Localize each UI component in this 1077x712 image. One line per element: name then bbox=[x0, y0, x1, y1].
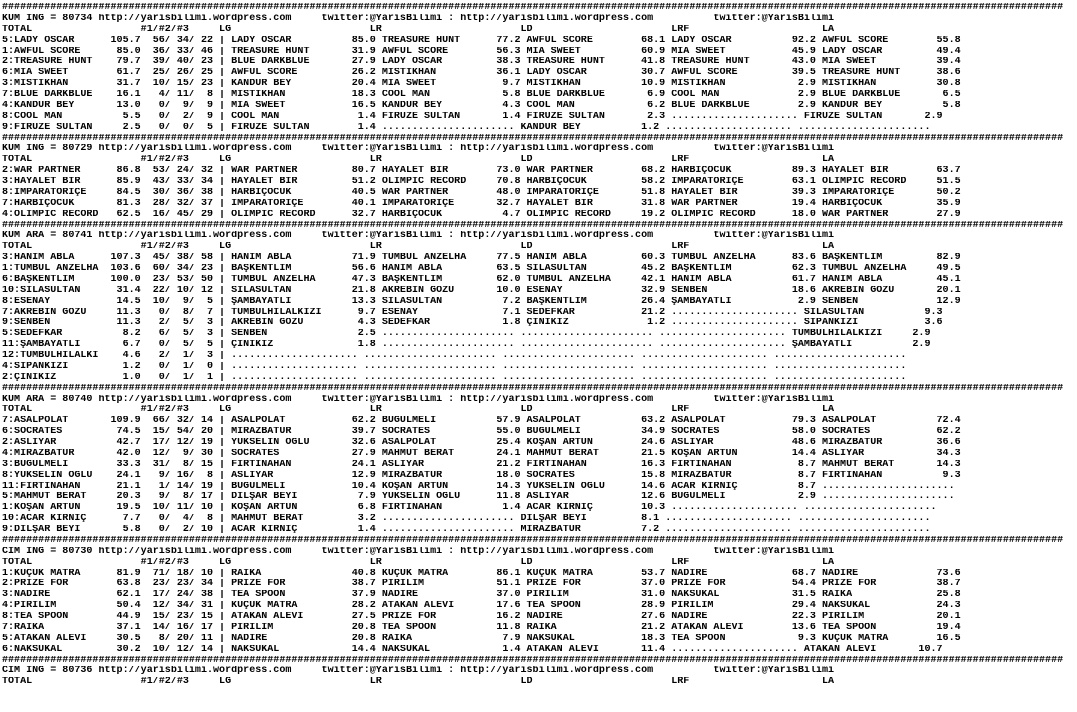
data-row: 8:İMPARATORİÇE 84.5 30/ 36/ 38 | HARBİÇOCUK 40.5 WAR PARTNER 48.0 İMPARATORİÇE 51.8 HAYALET BİR 39.3 İMPARATORİÇE 50.2 bbox=[2, 187, 961, 198]
data-row: 8:TEA SPOON 44.9 15/ 23/ 15 | ATAKAN ALEVİ 27.5 PRİZE FOR 16.2 NADİRE 27.6 NADİRE 22.3 PIRILIM 20.1 bbox=[2, 612, 961, 622]
column-header-row: TOTAL #1/#2/#3 LG LR LD LRF LA bbox=[2, 155, 835, 166]
data-row: 10:SILASULTAN 31.4 22/ 10/ 12 | SILASULTAN 21.8 AKREBİN GÖZÜ 10.0 ESENAY 32.9 SENBEN 18.6 AKREBİN GÖZÜ 20.1 bbox=[2, 285, 961, 296]
data-row: 8:COOL MAN 5.5 0/ 2/ 9 | COOL MAN 1.4 FIRUZE SULTAN 1.4 FIRUZE SULTAN 2.3 ..................... FIRUZE SULTAN 2.9 bbox=[2, 111, 943, 122]
data-row: 4:KANDUR BEY 13.0 0/ 9/ 9 | MIA SWEET 16.5 KANDUR BEY 4.3 COOL MAN 6.2 BLUE DARKBLUE 2.9 KANDUR BEY 5.8 bbox=[2, 100, 961, 111]
race-header: KUM ARA = 80740 http://yarisbilimi.wordpress.com twitter:@YarisBilimi : http://yarisbilimi.wordpress.com twitter:@YarisBilimi bbox=[2, 394, 835, 405]
data-row: 2:ÇINIKIZ 1.0 0/ 1/ 1 | ..................... ...................... ...................... ..................... ...................... bbox=[2, 372, 907, 383]
data-row: 3:HAYALET BİR 85.9 43/ 33/ 34 | HAYALET BİR 51.2 OLIMPIC RECORD 70.8 HARBİÇOCUK 58.2 İMPARATORİÇE 63.1 OLIMPIC RECORD 51.5 bbox=[2, 177, 961, 187]
data-row: 4:SİPANKIZI 1.2 0/ 1/ 0 | ..................... ...................... ...................... ..................... ...................... bbox=[2, 361, 907, 372]
data-row: 3:MISTIKHAN 31.7 10/ 15/ 23 | KANDUR BEY 20.4 MIA SWEET 9.7 MISTIKHAN 10.9 MISTIKHAN 2.9 MISTIKHAN 30.8 bbox=[2, 79, 961, 90]
data-row: 6:MIA SWEET 61.7 25/ 26/ 25 | AWFUL SCORE 26.2 MISTIKHAN 36.1 LADY OSCAR 30.7 AWFUL SCORE 39.5 TREASURE HUNT 38.6 bbox=[2, 68, 961, 79]
data-row: 7:AKREBİN GÖZÜ 11.3 0/ 8/ 7 | TUMBULHILALKIZI 9.7 ESENAY 7.1 SEDEFKAR 21.2 ..................... SILASULTAN 9.3 bbox=[2, 307, 943, 318]
separator-line: ################################################################################################################################################################################ bbox=[2, 655, 1064, 666]
race-header: CIM ING = 80736 http://yarisbilimi.wordpress.com twitter:@YarisBilimi : http://yarisbilimi.wordpress.com twitter:@YarisBilimi bbox=[2, 666, 835, 677]
separator-line: ################################################################################################################################################################################ bbox=[2, 3, 1064, 13]
column-header-row: TOTAL #1/#2/#3 LG LR LD LRF LA bbox=[2, 405, 835, 416]
data-row: 10:ACAR KIRNIÇ 7.7 0/ 4/ 8 | MAHMUT BERAT 3.2 ...................... DİLŞAR BEYİ 8.1 ..................... ...................... bbox=[2, 514, 931, 525]
data-row: 5:MAHMUT BERAT 20.3 9/ 8/ 17 | DİLŞAR BEYİ 7.9 YÜKSELİN OĞLU 11.8 ASLIYAR 12.6 BÜĞÜLMELİ 2.9 ...................... bbox=[2, 492, 955, 503]
separator-line: ################################################################################################################################################################################ bbox=[2, 535, 1064, 546]
column-header-row: TOTAL #1/#2/#3 LG LR LD LRF LA bbox=[2, 677, 835, 688]
data-row: 2:PRİZE FOR 63.8 23/ 23/ 34 | PRIZE FOR 38.7 PIRILIM 51.1 PRİZE FOR 37.0 PRİZE FOR 54.4 PRİZE FOR 38.7 bbox=[2, 579, 961, 590]
data-row: 7:HARBİÇOCUK 81.3 28/ 32/ 37 | İMPARATORİÇE 40.1 İMPARATORİÇE 32.7 HAYALET BİR 31.8 WAR PARTNER 19.4 HARBİÇOCUK 35.9 bbox=[2, 198, 961, 209]
data-row: 9:FIRUZE SULTAN 2.5 0/ 0/ 5 | FIRUZE SULTAN 1.4 ...................... KANDUR BEY 1.2 ..................... ...................... bbox=[2, 122, 931, 133]
data-row: 4:MIRAZBATUR 42.0 12/ 9/ 30 | SOCRATES 27.9 MAHMUT BERAT 24.1 MAHMUT BERAT 21.5 KOŞAN ARTUN 14.4 ASLIYAR 34.3 bbox=[2, 448, 961, 459]
data-row: 3:BÜĞÜLMELİ 33.3 31/ 8/ 15 | FIRTINAHAN 24.1 ASLIYAR 21.2 FIRTINAHAN 16.3 FIRTINAHAN 8.7 MAHMUT BERAT 14.3 bbox=[2, 459, 961, 470]
data-row: 2:ASLIYAR 42.7 17/ 12/ 19 | YÜKSELİN OĞLU 32.6 ASALPOLAT 25.4 KOŞAN ARTUN 24.6 ASLIYAR 48.6 MIRAZBATUR 36.6 bbox=[2, 438, 961, 448]
race-header: KUM ING = 80729 http://yarisbilimi.wordpress.com twitter:@YarisBilimi : http://yarisbilimi.wordpress.com twitter:@YarisBilimi bbox=[2, 144, 835, 155]
data-row: 1:KOŞAN ARTUN 19.5 10/ 11/ 10 | KOŞAN ARTUN 6.8 FIRTINAHAN 1.4 ACAR KIRNIÇ 10.3 ..................... ...................... bbox=[2, 503, 937, 514]
race-header: KUM ARA = 80741 http://yarisbilimi.wordpress.com twitter:@YarisBilimi : http://yarisbilimi.wordpress.com twitter:@YarisBilimi bbox=[2, 231, 835, 242]
data-row: 5:SEDEFKAR 8.2 6/ 5/ 3 | SENBEN 2.5 ...................... ...................... ..................... TUMBULHILALKIZI 2.9 bbox=[2, 329, 931, 340]
data-row: 4:OLIMPIC RECORD 62.5 16/ 45/ 29 | OLIMPIC RECORD 32.7 HARBİÇOCUK 4.7 OLIMPIC RECORD 19.2 OLIMPIC RECORD 18.0 WAR PARTNER 27.9 bbox=[2, 209, 961, 220]
data-row: 12:TUMBULHILALKI 4.6 2/ 1/ 3 | ..................... ...................... ...................... ..................... ...................... bbox=[2, 351, 907, 361]
data-row: 11:FIRTINAHAN 21.1 1/ 14/ 19 | BÜĞÜLMELİ 10.4 KOŞAN ARTUN 14.3 YÜKSELİN OĞLU 14.6 ACAR KIRNIÇ 8.7 ...................... bbox=[2, 481, 955, 492]
data-row: 1:TUMBUL ANZELHA 103.6 60/ 34/ 23 | BAŞKENTLİM 56.6 HANIM ABLA 63.5 SILASULTAN 45.2 BAŞKENTLİM 62.3 TUMBUL ANZELHA 49.5 bbox=[2, 264, 961, 274]
separator-line: ################################################################################################################################################################################ bbox=[2, 220, 1064, 231]
data-row: 2:WAR PARTNER 86.8 53/ 24/ 32 | WAR PARTNER 80.7 HAYALET BİR 73.0 WAR PARTNER 68.2 HARBİÇOCUK 89.3 HAYALET BİR 63.7 bbox=[2, 166, 961, 177]
data-row: 6:BAŞKENTLİM 100.0 23/ 53/ 50 | TUMBUL ANZELHA 47.3 BAŞKENTLİM 62.0 TUMBUL ANZELHA 42.1 HANIM ABLA 61.7 HANIM ABLA 45.1 bbox=[2, 274, 961, 285]
data-row: 8:ESENAY 14.5 10/ 9/ 5 | ŞAMBAYATLI 13.3 SILASULTAN 7.2 BAŞKENTLİM 26.4 ŞAMBAYATLI 2.9 SENBEN 12.9 bbox=[2, 296, 961, 307]
data-row: 11:ŞAMBAYATLI 6.7 0/ 5/ 5 | ÇINIKIZ 1.8 ...................... ...................... ..................... ŞAMBAYATLI 2.9 bbox=[2, 340, 931, 351]
separator-line: ################################################################################################################################################################################ bbox=[2, 383, 1064, 394]
data-row: 7:BLUE DARKBLUE 16.1 4/ 11/ 8 | MISTIKHAN 18.3 COOL MAN 5.8 BLUE DARKBLUE 6.9 COOL MAN 2.9 BLUE DARKBLUE 6.5 bbox=[2, 90, 961, 100]
race-header: KUM ING = 80734 http://yarisbilimi.wordpress.com twitter:@YarisBilimi : http://yarisbilimi.wordpress.com twitter:@YarisBilimi bbox=[2, 13, 835, 24]
data-row: 7:RAIKA 37.1 14/ 16/ 17 | PIRILIM 20.8 TEA SPOON 11.8 RAIKA 21.2 ATAKAN ALEVİ 13.6 TEA SPOON 19.4 bbox=[2, 622, 961, 633]
data-row: 3:NADİRE 62.1 17/ 24/ 38 | TEA SPOON 37.9 NADİRE 37.0 PIRILIM 31.0 NAKSUKAL 31.5 RAIKA 25.8 bbox=[2, 590, 961, 601]
data-row: 5:ATAKAN ALEVİ 30.5 8/ 20/ 11 | NADİRE 20.8 RAIKA 7.9 NAKSUKAL 18.3 TEA SPOON 9.3 KÜÇÜK MATRA 16.5 bbox=[2, 633, 961, 644]
data-row: 5:LADY OSCAR 105.7 56/ 34/ 22 | LADY OSCAR 85.0 TREASURE HUNT 77.2 AWFUL SCORE 68.1 LADY OSCAR 92.2 AWFUL SCORE 55.8 bbox=[2, 35, 961, 46]
separator-line: ################################################################################################################################################################################ bbox=[2, 133, 1064, 144]
data-row: 3:HANIM ABLA 107.3 45/ 38/ 58 | HANIM ABLA 71.9 TUMBUL ANZELHA 77.5 HANIM ABLA 60.3 TUMBUL ANZELHA 83.6 BAŞKENTLİM 82.9 bbox=[2, 253, 961, 264]
column-header-row: TOTAL #1/#2/#3 LG LR LD LRF LA bbox=[2, 24, 835, 35]
race-header: CIM ING = 80730 http://yarisbilimi.wordpress.com twitter:@YarisBilimi : http://yarisbilimi.wordpress.com twitter:@YarisBilimi bbox=[2, 546, 835, 557]
data-row: 1:AWFUL SCORE 85.0 36/ 33/ 46 | TREASURE HUNT 31.9 AWFUL SCORE 56.3 MIA SWEET 60.9 MIA SWEET 45.9 LADY OSCAR 49.4 bbox=[2, 46, 961, 57]
data-row: 1:KÜÇÜK MATRA 81.9 71/ 18/ 10 | RAIKA 40.8 KÜÇÜK MATRA 86.1 KÜÇÜK MATRA 53.7 NADİRE 68.7 NADİRE 73.6 bbox=[2, 568, 961, 579]
column-header-row: TOTAL #1/#2/#3 LG LR LD LRF LA bbox=[2, 242, 835, 253]
column-header-row: TOTAL #1/#2/#3 LG LR LD LRF LA bbox=[2, 557, 835, 568]
data-row: 2:TREASURE HUNT 79.7 39/ 40/ 23 | BLUE DARKBLUE 27.9 LADY OSCAR 38.3 TREASURE HUNT 41.8 TREASURE HUNT 43.0 MIA SWEET 39.4 bbox=[2, 57, 961, 68]
data-row: 6:NAKSUKAL 30.2 10/ 12/ 14 | NAKSUKAL 14.4 NAKSUKAL 1.4 ATAKAN ALEVİ 11.4 ..................... ATAKAN ALEVİ 10.7 bbox=[2, 644, 943, 655]
data-row: 4:PIRILIM 50.4 12/ 34/ 31 | KÜÇÜK MATRA 28.2 ATAKAN ALEVİ 17.6 TEA SPOON 28.9 PIRILIM 29.4 NAKSUKAL 24.3 bbox=[2, 601, 961, 612]
data-row: 7:ASALPOLAT 109.9 66/ 32/ 14 | ASALPOLAT 62.2 BÜĞÜLMELİ 57.9 ASALPOLAT 63.2 ASALPOLAT 79.3 ASALPOLAT 72.4 bbox=[2, 416, 961, 427]
data-row: 9:SENBEN 11.3 2/ 5/ 3 | AKREBİN GÖZÜ 4.3 SEDEFKAR 1.8 ÇINIKIZ 1.2 ..................... SİPANKIZI 3.6 bbox=[2, 318, 943, 329]
data-row: 6:SOCRATES 74.5 15/ 54/ 20 | MIRAZBATUR 39.7 SOCRATES 55.0 BÜĞÜLMELİ 34.9 SOCRATES 58.0 SOCRATES 62.2 bbox=[2, 427, 961, 438]
data-row: 8:YÜKSELİN OĞLU 24.1 9/ 16/ 8 | ASLIYAR 12.9 MIRAZBATUR 18.0 SOCRATES 15.8 MIRAZBATUR 8.7 FIRTINAHAN 9.3 bbox=[2, 470, 961, 481]
data-row: 9:DİLŞAR BEYİ 5.8 0/ 2/ 10 | ACAR KIRNIÇ 1.4 ...................... MIRAZBATUR 7.2 ..................... ...................... bbox=[2, 525, 931, 535]
